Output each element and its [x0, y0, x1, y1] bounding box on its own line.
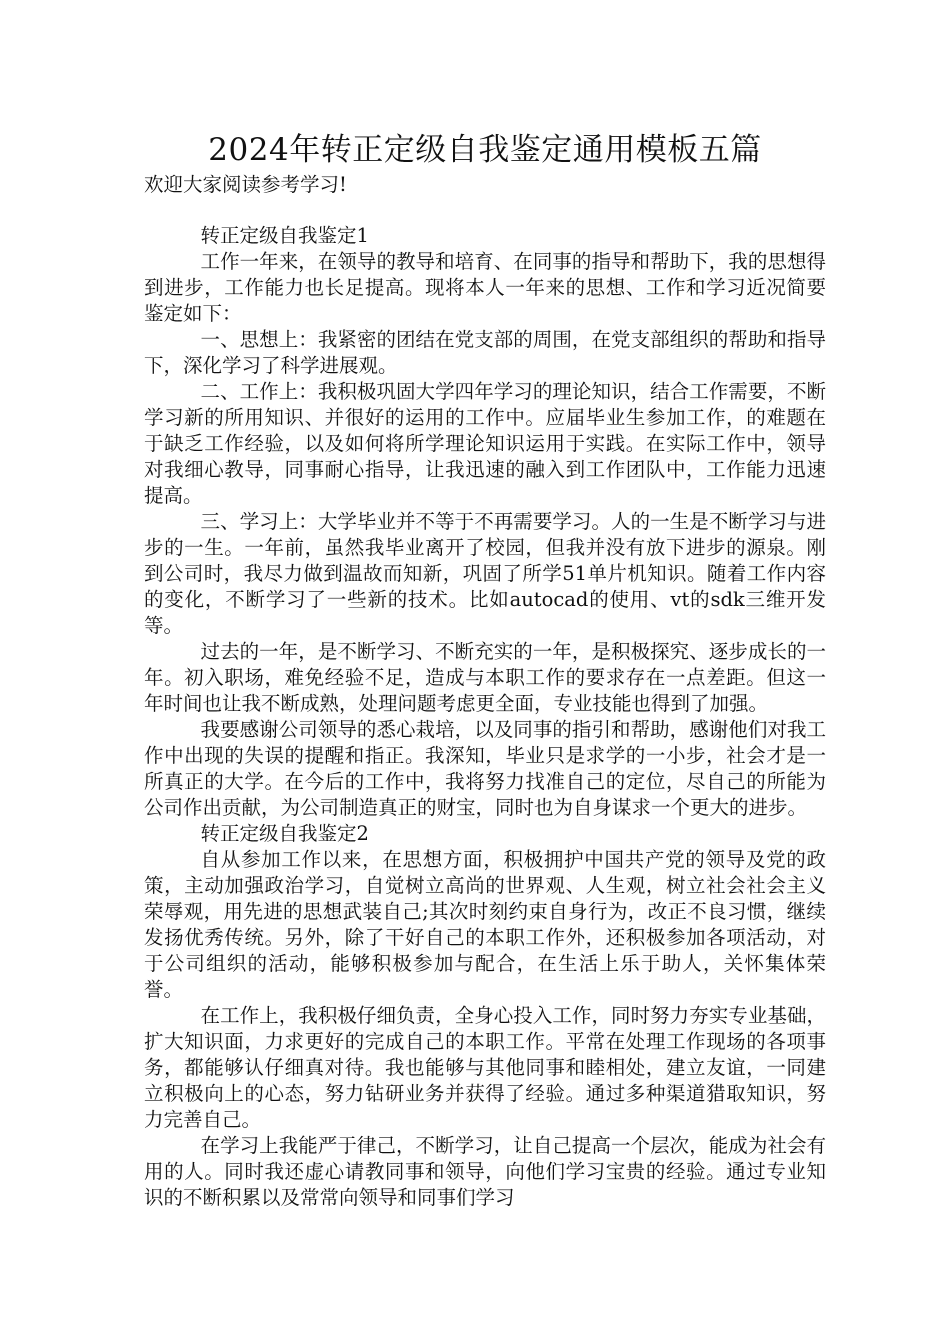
paragraph: 自从参加工作以来，在思想方面，积极拥护中国共产党的领导及党的政策，主动加强政治学习，自觉树立高尚的世界观、人生观，树立社会社会主义荣辱观，用先进的思想武装自己;其次时刻约束自身行为，改正不良习惯，继续发扬优秀传统。另外，除了干好自己的本职工作外，还积极参加各项活动，对于公司组织的活动，能够积极参加与配合，在生活上乐于助人，关怀集体荣誉。 — [144, 848, 826, 1001]
section-heading: 转正定级自我鉴定2 — [200, 822, 369, 845]
document-title: 2024年转正定级自我鉴定通用模板五篇 — [208, 132, 762, 168]
paragraph: 工作一年来，在领导的教导和培育、在同事的指导和帮助下，我的思想得到进步，工作能力也长足提高。现将本人一年来的思想、工作和学习近况简要鉴定如下： — [144, 250, 826, 325]
section-1 — [144, 223, 826, 821]
document-page — [144, 128, 826, 1211]
paragraph: 我要感谢公司领导的悉心栽培，以及同事的指引和帮助，感谢他们对我工作中出现的失误的提醒和指正。我深知，毕业只是求学的一小步，社会才是一所真正的大学。在今后的工作中，我将努力找准自己的定位，尽自己的所能为公司作出贡献，为公司制造真正的财宝，同时也为自身谋求一个更大的进步。 — [144, 718, 826, 819]
intro-line: 欢迎大家阅读参考学习! — [144, 173, 347, 196]
paragraph: 二、工作上：我积极巩固大学四年学习的理论知识，结合工作需要，不断学习新的所用知识、并很好的运用的工作中。应届毕业生参加工作，的难题在于缺乏工作经验，以及如何将所学理论知识运用于实践。在实际工作中，领导对我细心教导，同事耐心指导，让我迅速的融入到工作团队中，工作能力迅速提高。 — [144, 380, 826, 507]
paragraph: 一、思想上：我紧密的团结在党支部的周围，在党支部组织的帮助和指导下，深化学习了科学进展观。 — [144, 328, 826, 377]
paragraph: 在工作上，我积极仔细负责，全身心投入工作，同时努力夯实专业基础，扩大知识面，力求更好的完成自己的本职工作。平常在处理工作现场的各项事务，都能够认仔细真对待。我也能够与其他同事和睦相处，建立友谊，一同建立积极向上的心态，努力钻研业务并获得了经验。通过多种渠道猎取知识，努力完善自己。 — [144, 1004, 826, 1131]
paragraph: 过去的一年，是不断学习、不断充实的一年，是积极探究、逐步成长的一年。初入职场，难免经验不足，造成与本职工作的要求存在一点差距。但这一年时间也让我不断成熟，处理问题考虑更全面，专业技能也得到了加强。 — [144, 640, 826, 715]
paragraph: 三、学习上：大学毕业并不等于不再需要学习。人的一生是不断学习与进步的一生。一年前，虽然我毕业离开了校园，但我并没有放下进步的源泉。刚到公司时，我尽力做到温故而知新，巩固了所学51单片机知识。随着工作内容的变化，不断学习了一些新的技术。比如autocad的使用、vt的sdk三维开发等。 — [144, 510, 826, 637]
paragraph: 在学习上我能严于律己，不断学习，让自己提高一个层次，能成为社会有用的人。同时我还虚心请教同事和领导，向他们学习宝贵的经验。通过专业知识的不断积累以及常常向领导和同事们学习 — [144, 1134, 826, 1209]
section-heading: 转正定级自我鉴定1 — [200, 224, 369, 247]
section-2 — [144, 821, 826, 1211]
